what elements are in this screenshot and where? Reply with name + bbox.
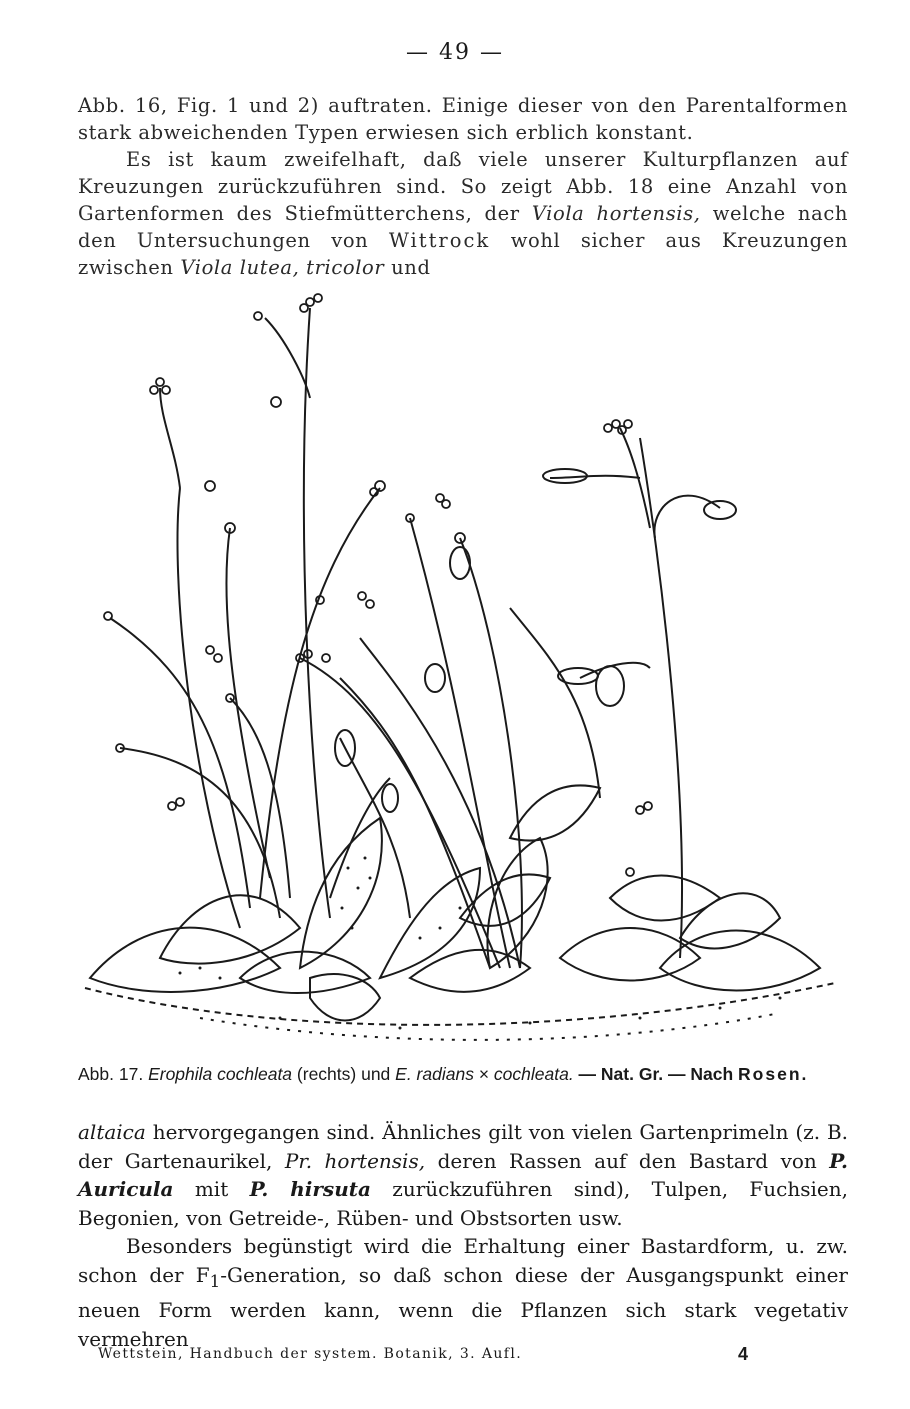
species-name: E. radians [395,1064,474,1084]
top-text [78,92,848,281]
paragraph [78,1232,848,1353]
paragraph [78,1118,848,1232]
species-name: Viola lutea, tricolor [180,256,385,279]
species-name: Viola hortensis, [531,202,701,225]
figure-illustration [80,278,840,1048]
species-name: P. Auricula [78,1148,848,1201]
figure-caption [78,1064,858,1085]
text-run: (rechts) und [292,1064,396,1084]
plant-drawing [80,278,840,1048]
text-run: mit [173,1177,250,1201]
text-run: wohl sicher aus Kreuzungen zwischen [78,229,848,279]
caption-prefix: Abb. 17. [78,1064,149,1084]
text-run: hervorgegangen sind. Ähnliches gilt von vielen Gartenprimeln (z. B. der Gartenaurikel, [78,1120,848,1173]
paragraph: Abb. 16, Fig. 1 und 2) auftraten. Einige dieser von den Parentalformen stark abweichenden Typen erwiesen sich erblich konstant. [78,94,848,144]
text-run: Besonders begünstigt wird die Erhaltung einer Bastardform, u. zw. schon der F [78,1234,848,1287]
species-name: Pr. hortensis, [284,1148,426,1173]
text-run: deren Rassen auf den Bastard von [425,1148,830,1173]
text-run: welche nach den Untersuchungen von [78,202,848,252]
caption-suffix: — Nat. Gr. — Nach [573,1064,739,1084]
footer-signature: Wettstein, Handbuch der system. Botanik, 3. Aufl. [98,1346,523,1362]
text-run: -Generation, so daß schon diese der Ausgangspunkt einer neuen Form werden kann, wenn die Pflanzen sich stark vegetativ vermehren [78,1262,848,1351]
author-name: Rosen. [738,1064,809,1084]
cross-symbol: × [473,1064,494,1084]
species-name: P. hirsuta [249,1177,371,1201]
subscript: 1 [209,1271,221,1291]
species-name: Erophila cochleata [148,1064,293,1084]
text-run: und [384,256,431,279]
page-number: — 49 — [406,40,504,65]
paragraph [78,146,848,281]
bottom-text [78,1118,848,1353]
text-run: Es ist kaum zweifelhaft, daß viele unserer Kulturpflanzen auf Kreuzungen zurückzuführen sind. So zeigt Abb. 18 eine Anzahl von Gartenformen des Stiefmütterchens, der [78,148,848,225]
text-run: zurückzuführen sind), Tulpen, Fuchsien, Begonien, von Getreide-, Rüben- und Obstsorten usw. [78,1177,848,1230]
author-name: Wittrock [388,229,491,252]
sheet-number: 4 [738,1344,749,1364]
species-name: altaica [78,1120,146,1144]
species-name: cochleata. [493,1064,574,1084]
